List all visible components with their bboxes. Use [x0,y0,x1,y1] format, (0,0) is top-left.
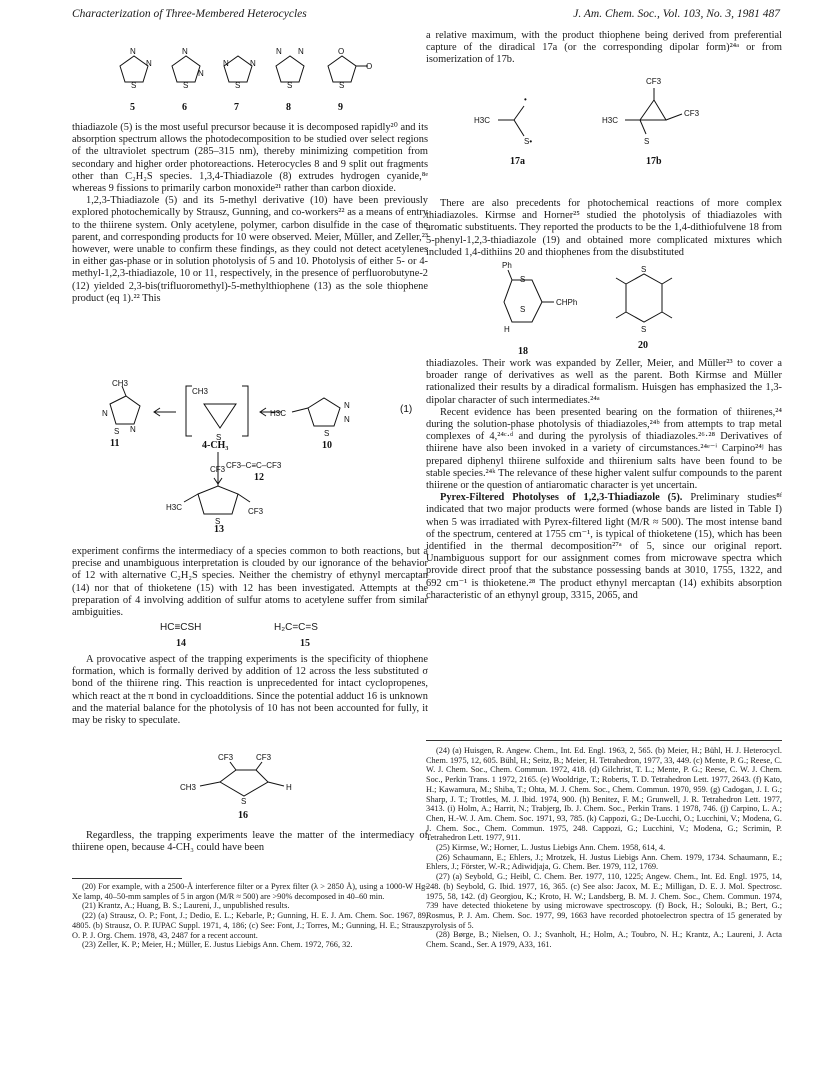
svg-text:N: N [182,47,188,56]
label-13: 13 [214,524,224,535]
svg-text:S: S [641,325,647,334]
footnote: (24) (a) Huisgen, R. Angew. Chem., Int. Ed. Engl. 1963, 2, 565. (b) Meier, H.; Bühl, H. J. Heterocycl. Chem. 1975, 12, 605. Bühl, H.; Seitz, B.; Meier, H. Tetrahedron, 1977, 33, 449. (c) Mente, P. G.; Reese, C. W. J. Chem. Soc., Chem. Commun. 1972, 418. (d) Gilchrist, T. L.; Mente, P. G.; Reese, C. W. J. Chem. Soc., Perkin Trans. 1 1972, 2165. (e) Wooldrige, T.; Roberts, T. D. Tetrahedron Lett. 1977, 2643. (f) Kato, H.; Kawamura, M.; Shiba, T.; Ohta, M. J. Chem. Soc., Chem. Commun. 1970, 959. (g) Cadogan, J. I. G.; Sharp, J. T.; Trottles, M. J. Ibid. 1974, 900. (h) Benitez, F. M.; Grunwell, J. R. Tetrahedron Lett. 1977, 3413. (i) Holm, A.; Harrit, N.; Trabjerg, Ib. J. Chem. Soc., Perkin Trans. 1 1978, 746. (j) Carpino, L. A.; Chen, H.-W. J. Am. Chem. Soc. 1971, 93, 785. (k) Cappozi, G.; De-Lucchi, O.; Lucchini, V.; Modena, G. J. Chem. Soc., Chem. Commun. 1975, 248. Cappozi, G.; Lucchini, V.; Modena, G.; Scrimin, P. Tetrahedron Lett. 1977, 911. [426,746,782,843]
footnote: (27) (a) Seybold, G.; Heibl, C. Chem. Ber. 1977, 110, 1225; Angew. Chem., Int. Ed. Engl. 1975, 14, 248. (b) Seybold, G. Ibid. 1977, 16, 365. (c) See also: Jacox, M. E.; Milligan, D. E. J. Mol. Spectrosc. 1975, 58, 142. (d) Georgiou, K.; Kroto, H. W.; Landsberg, B. M. J. Chem. Soc., Chem. Commun. 1974, 739 have detected thioketene by using microwave spectroscopy. (f) Bock, H.; Solouki, B.; Bert, G.; Rosmus, P. J. Am. Chem. Soc. 1977, 99, 1663 have recorded photoelectron spectra of 15 generated by pyrolysis of 5. [426,872,782,930]
svg-text:H3C: H3C [602,116,619,125]
svg-text:CF3: CF3 [684,109,700,118]
compound-16-figure [180,752,320,820]
svg-text:S: S [520,275,526,284]
svg-text:N: N [102,409,108,418]
label-15: 15 [300,638,310,649]
label-16: 16 [238,810,248,821]
label-12: 12 [254,472,264,483]
running-header-citation: J. Am. Chem. Soc., Vol. 103, No. 3, 1981 487 [573,8,780,20]
svg-text:CF3–C≡C–CF3: CF3–C≡C–CF3 [226,461,282,470]
svg-text:S: S [235,81,241,90]
svg-text:S: S [241,797,247,806]
svg-text:O: O [338,47,345,56]
label-8: 8 [286,102,291,113]
svg-text:O: O [366,62,373,71]
left-column-text-lower [72,654,428,727]
formula-15: H₂C=C=S [274,622,318,633]
paragraph: experiment confirms the intermediacy of a species common to both reactions, but a precise and unambiguous interpretation is clouded by our ignorance of the behavior of 12 with alternative C₂H₂S species. Neither the chemistry of ethynyl mercaptan (14) nor that of thioketene (15) with 12 has been investigated. Attempts at the preparation of 4 involving addition of sulfur atoms to acetylene suffer from similar ambiguities. [72,546,428,619]
svg-text:N: N [298,47,304,56]
svg-text:S: S [114,427,120,436]
paragraph: thiadiazoles. Their work was expanded by Zeller, Meier, and Müller²³ to cover a broader range of derivatives as well as the parent. Both Kirmse and Müller rationalized their results by a diradical formalism. Huisgen has emphasized the 1,3-dipolar character of such intermediates.²⁴ᵃ [426,358,782,406]
footnote: (23) Zeller, K. P.; Meier, H.; Müller, E. Justus Liebigs Ann. Chem. 1972, 766, 32. [82,940,353,950]
paragraph: There are also precedents for photochemical reactions of more complex thiadiazoles. Kirmse and Horner²⁵ studied the photolysis of thiadiazoles with aromatic substituents. They reported the products to be the 1,4-dithiofulvene 18 from 5-phenyl-1,2,3-thiadiazole (19) and obtained more complicated mixtures which included 1,4-dithiins 20 and thiophenes from the disubstituted [426,198,782,258]
paragraph: Regardless, the trapping experiments leave the matter of the intermediacy of thiirene open, because 4-CH₃ could have been [72,830,428,854]
svg-text:S: S [339,81,345,90]
compounds-17a-17b-figure [470,70,720,170]
svg-text:CF3: CF3 [256,753,272,762]
right-column-text-mid [426,198,782,259]
heterocycles-5-9-figure [110,30,373,122]
svg-text:N: N [130,425,136,434]
label-11: 11 [110,438,120,449]
svg-text:H3C: H3C [166,503,183,512]
left-column-text-middle [72,546,428,619]
svg-text:•: • [524,95,527,104]
footnote-rule [72,878,182,879]
svg-text:H3C: H3C [474,116,491,125]
footnote-rule [426,740,782,741]
svg-text:N: N [198,69,204,78]
svg-text:N: N [344,401,350,410]
svg-text:N: N [146,59,152,68]
right-column-text-lower [426,358,782,602]
label-6: 6 [182,102,187,113]
svg-text:H: H [286,783,292,792]
label-7: 7 [234,102,239,113]
left-column-text-bottom [72,830,428,854]
svg-text:CH3: CH3 [112,379,129,388]
label-17b: 17b [646,156,662,167]
equation-1-scheme [100,379,430,535]
paragraph: thiadiazole (5) is the most useful precursor because it is decomposed rapidly²⁰ and its absorption spectrum allows the photodecomposition to be studied over select regions of the ultraviolet spectrum (285–315 nm), thereby minimizing competition from secondary and higher order photoreactions. Heterocycles 8 and 9 split out fragments other than C₂H₂S species. 1,3,4-Thiadiazole (8) extrudes hydrogen cyanide,⁸ᵉ whereas 9 fissions to primarily carbon monoxide²¹ rather than carbon dioxide. [72,122,428,195]
right-column-text-top [426,30,782,67]
svg-text:N: N [223,59,229,68]
paragraph: a relative maximum, with the product thiophene being derived from preferential capture of the diradical 17a (or the corresponding dipolar form)²⁴ᵃ or from isomerization of 17b. [426,30,782,66]
svg-text:H: H [504,325,510,334]
left-footnotes [72,882,428,950]
svg-text:S: S [644,137,650,146]
footnote: (28) Børge, B.; Nielsen, O. J.; Svanholt, H.; Holm, A.; Toubro, N. H.; Krantz, A.; Laureni, J. Acta Chem. Scand., Ser. A 1979, A33, 161. [426,930,782,950]
paragraph: 1,2,3-Thiadiazole (5) and its 5-methyl derivative (10) have been previously explored photochemically by Strausz, Gunning, and co-workers²² as a means of entry to the thiirene system. Only acetylene, polymer, carbon disulfide in the case of the parent, and corresponding products for 10 were observed. Meier, Müller, and Zeller,²³ however, were unable to confirm these findings, as they could not detect acetylenes in either gas-phase or in solution photolysis of 5 and 10. Photolysis of either 5- or 4-methyl-1,2,3-thiadiazole, 10 or 11, respectively, in the presence of perfluorobutyne-2 (12) yielded 2,3-bis(trifluoromethyl)-5-methylthiophene (13) as the sole thiophene product (eq 1).²² This [72,195,428,304]
footnote: (22) (a) Strausz, O. P.; Font, J.; Dedio, E. L.; Kebarle, P.; Gunning, H. E. J. Am. Chem. Soc. 1967, 89, 4805. (b) Strausz, O. P. IUPAC Suppl. 1971, 4, 186; (c) See: Font, J.; Torres, M.; Gunning, H. E.; Strausz, O. P. J. Org. Chem. 1978, 43, 2487 for a recent account. [72,911,428,940]
svg-text:S: S [215,517,221,526]
label-10: 10 [322,440,332,451]
svg-text:CH3: CH3 [180,783,197,792]
svg-text:S: S [131,81,137,90]
paragraph: Recent evidence has been presented bearing on the formation of thiirenes,²⁴ during the solution-phase photolysis of thiadiazoles,²⁴ᵇ from attempts to trap metal complexes of 4,²⁴ᶜ·ᵈ and during the pyrolysis of thiadiazoles.²⁶·²⁸ Derivatives of thiirene have also been invoked in a variety of circumstances.²⁴ᵉ⁻ⁱ Carpino²⁴ʲ has prepared diphenyl thiirene sulfoxide and thiirenium salts have been found to be stable species.²⁴ᵏ The relevance of these higher valent sulfur compounds to the parent thiirene or the question of antiaromatic character is yet uncertain. [426,406,782,492]
equation-number: (1) [400,404,413,415]
svg-text:S: S [641,265,647,274]
svg-text:N: N [344,415,350,424]
svg-text:S: S [216,433,222,442]
label-5: 5 [130,102,135,113]
footnote: (21) Krantz, A.; Huang, B. S.; Laureni, J., unpublished results. [82,901,290,911]
footnote: (26) Schaumann, E.; Ehlers, J.; Mrotzek, H. Justus Liebigs Ann. Chem. 1979, 1734. Schaumann, E.; Ehlers, J.; Förster, W.-R.; Adiwidjaja, G. Chem. Ber. 1979, 112, 1769. [426,852,782,872]
running-header-title: Characterization of Three-Membered Heterocycles [72,8,307,20]
label-18: 18 [518,346,528,357]
footnote: (20) For example, with a 2500-Å interference filter or a Pyrex filter (λ > 2850 Å), using a 1000-W Hg-Xe lamp, 40–50-mm samples of 5 in argon (M/R ≈ 500) are >90% decomposed in 40–60 min. [72,882,428,901]
paragraph: Preliminary studies⁸ᶠ indicated that two major products were formed (whose bands are listed in Table I) when 5 was irradiated with Pyrex-filtered light (M/R ≈ 500). The most intense band of the spectrum, centered at 1755 cm⁻¹, is typical of thioketene (15), which has been identified in the thermal decomposition²⁷ᵃ of 5, since our original report. Unambiguous support for our assignment comes from microwave spectra which provide direct proof that the substance possessing bands at 3010, 1755, 1322, and 692 cm⁻¹ is thioketene.²⁸ The product ethynyl mercaptan (14) exhibits absorption characteristic of an ethynyl group, 3315, 2065, and [426,492,782,601]
formula-14: HC≡CSH [160,622,202,633]
section-title: Pyrex-Filtered Photolyses of 1,2,3-Thiadiazole (5). [440,492,683,504]
svg-text:CHPh: CHPh [556,298,578,307]
svg-text:S: S [287,81,293,90]
svg-text:H3C: H3C [270,409,287,418]
label-17a: 17a [510,156,525,167]
svg-text:CF3: CF3 [646,77,662,86]
svg-text:S: S [324,429,330,438]
label-4ch3: 4-CH₃ [202,440,229,451]
label-14: 14 [176,638,186,649]
footnote: (25) Kirmse, W.; Horner, L. Justus Liebigs Ann. Chem. 1958, 614, 4. [436,843,666,853]
svg-text:S: S [520,305,526,314]
svg-text:Ph: Ph [502,261,512,270]
svg-text:N: N [130,47,136,56]
right-footnotes [426,746,782,950]
svg-text:N: N [250,59,256,68]
label-9: 9 [338,102,343,113]
svg-text:CF3: CF3 [218,753,234,762]
svg-text:S•: S• [524,137,533,146]
paragraph: A provocative aspect of the trapping experiments is the specificity of thiophene formation, which is formally derived by addition of 12 across the less substituted σ bond of the thiirene ring. This reaction is unprecedented for intact cyclopropenes, which react at the π bond in cycloadditions. Since the potential adduct 16 is unknown and the material balance for the photolysis of 10 has not been accounted for fully, it may be risky to speculate. [72,654,428,727]
left-column-text-top [72,122,428,305]
svg-text:S: S [183,81,189,90]
svg-text:CH3: CH3 [192,387,209,396]
label-20: 20 [638,340,648,351]
compounds-18-20-figure [490,258,720,358]
svg-text:CF3: CF3 [210,465,226,474]
svg-text:CF3: CF3 [248,507,264,516]
svg-text:N: N [276,47,282,56]
